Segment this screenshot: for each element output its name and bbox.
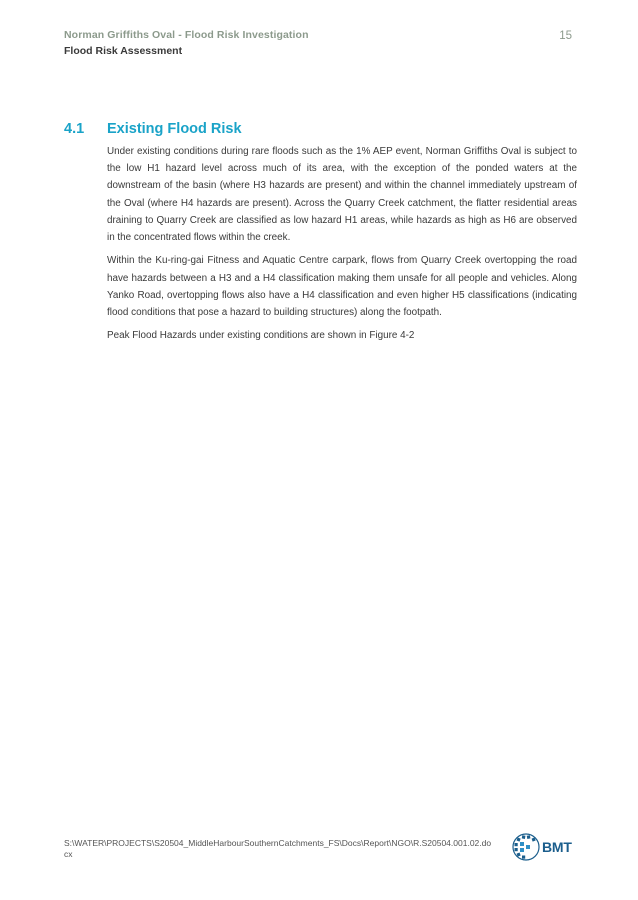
paragraph-1: Under existing conditions during rare floods such as the 1% AEP event, Norman Griffiths Oval is subject to the low H1 hazard level across much of its area, with the exception of the ponded waters at the downstream of the basin (where H3 hazards are present) and within the channel immediately upstream of the Oval (where H4 hazards are present). Across the Quarry Creek catchment, the flatter residential areas draining to Quarry Creek are classified as low hazard H1 areas, while hazards as high as H6 are observed in the concentrated flows within the creek.	[107, 146, 577, 244]
section-body	[107, 143, 577, 351]
bmt-logo-icon	[511, 832, 541, 862]
paragraph-3: Peak Flood Hazards under existing conditions are shown in Figure 4-2	[107, 330, 415, 342]
logo-text: BMT	[542, 839, 572, 855]
paragraph-2: Within the Ku-ring-gai Fitness and Aquatic Centre carpark, flows from Quarry Creek overtopping the road have hazards between a H3 and a H4 classification making them unsafe for all people and vehicles. Along Yanko Road, overtopping flows also have a H4 classification and even higher H5 classifications (indicating flood conditions that pose a hazard to building structures) along the footpath.	[107, 255, 577, 319]
page-number: 15	[559, 30, 572, 42]
chapter-title: Flood Risk Assessment	[64, 45, 183, 57]
section-title: Existing Flood Risk	[107, 121, 242, 137]
bmt-logo	[511, 830, 577, 864]
document-title: Norman Griffiths Oval - Flood Risk Investigation	[64, 29, 309, 41]
footer-file-path: S:\WATER\PROJECTS\S20504_MiddleHarbourSouthernCatchments_FS\Docs\Report\NGO\R.S20504.001.02.docx	[64, 838, 492, 859]
section-heading	[64, 121, 584, 137]
section-number: 4.1	[64, 121, 85, 137]
